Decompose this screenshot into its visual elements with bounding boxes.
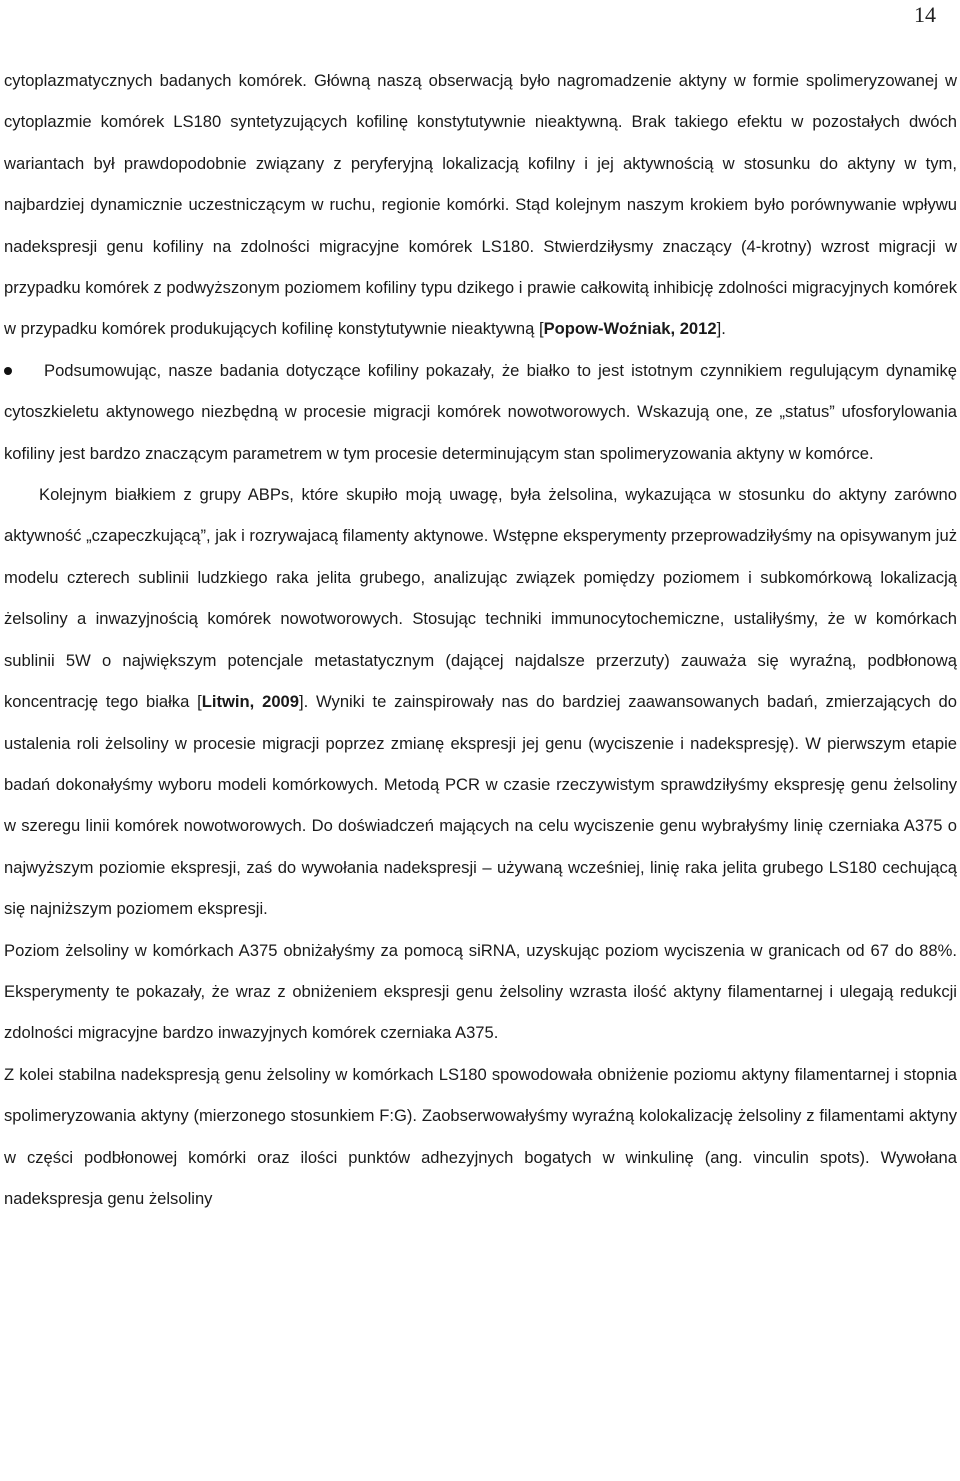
paragraph-gelsolin-overexpression	[4, 1054, 957, 1220]
paragraph-text: ]. Wyniki te zainspirowały nas do bardziej zaawansowanych badań, zmierzających do ustalenia roli żelsoliny w procesie migracji poprzez zmianę ekspresji jej genu (wyciszenie i nadekspresję). W pierwszym etapie badań dokonałyśmy wyboru modeli komórkowych. Metodą PCR w czasie rzeczywistym sprawdziłyśmy ekspresję genu żelsoliny w szeregu linii komórek nowotworowych. Do doświadczeń mających na celu wyciszenie genu wybrałyśmy linię czerniaka A375 o najwyższym poziomie ekspresji, zaś do wywołania nadekspresji – używaną wcześniej, linię raka jelita grubego LS180 cechującą się najniższym poziomem ekspresji.	[4, 692, 957, 919]
bullet-icon	[4, 367, 12, 375]
citation: Litwin, 2009	[201, 692, 299, 712]
paragraph-text: Z kolei stabilna nadekspresją genu żelsoliny w komórkach LS180 spowodowała obniżenie poziomu aktyny filamentarnej i stopnia spolimeryzowania aktyny (mierzonego stosunkiem F:G). Zaobserwowałyśmy wyraźną kolokalizację żelsoliny z filamentami aktyny w części podbłonowej komórki oraz ilości punktów adhezyjnych bogatych w winkulinę (ang. vinculin spots). Wywołana nadekspresja genu żelsoliny	[4, 1064, 957, 1208]
paragraph-gelsolin-silencing	[4, 930, 957, 1054]
paragraph-text: ].	[716, 319, 726, 339]
page-number: 14	[914, 2, 936, 27]
citation: Popow-Woźniak, 2012	[543, 319, 717, 339]
document-body	[4, 60, 957, 1219]
paragraph-text: Poziom żelsoliny w komórkach A375 obniżałyśmy za pomocą siRNA, uzyskując poziom wyciszenia w granicach od 67 do 88%. Eksperymenty te pokazały, że wraz z obniżeniem ekspresji genu żelsoliny wzrasta ilość aktyny filamentarnej i ulegają redukcji zdolności migracyjne bardzo inwazyjnych komórek czerniaka A375.	[4, 940, 957, 1043]
paragraph-text: Podsumowując, nasze badania dotyczące kofiliny pokazały, że białko to jest istotnym czynnikiem regulującym dynamikę cytoszkieletu aktynowego niezbędną w procesie migracji komórek nowotworowych. Wskazują one, ze „status” ufosforylowania kofiliny jest bardzo znaczącym parametrem w tym procesie determinującym stan spolimeryzowania aktyny w komórce.	[4, 360, 957, 463]
paragraph-text: Kolejnym białkiem z grupy ABPs, które skupiło moją uwagę, była żelsolina, wykazująca w stosunku do aktyny zarówno aktywność „czapeczkującą”, jak i rozrywajacą filamenty aktynowe. Wstępne eksperymenty przeprowadziłyśmy na opisywanym już modelu czterech sublinii ludzkiego raka jelita grubego, analizując związek pomiędzy poziomem i subkomórkową lokalizacją żelsoliny a inwazyjnością komórek nowotworowych. Stosując techniki immunocytochemiczne, ustaliłyśmy, że w komórkach sublinii 5W o największym potencjale metastatycznym (dającej najdalsze przerzuty) zauważa się wyraźną, podbłonową koncentrację tego białka [	[4, 485, 957, 712]
paragraph-cofilin-results	[4, 60, 957, 350]
bullet-summary-paragraph	[4, 350, 957, 474]
paragraph-text: cytoplazmatycznych badanych komórek. Główną naszą obserwacją było nagromadzenie aktyny w formie spolimeryzowanej w cytoplazmie komórek LS180 syntetyzujących kofilinę konstytutywnie nieaktywną. Brak takiego efektu w pozostałych dwóch wariantach był prawdopodobnie związany z peryferyjną lokalizacją kofilny i jej aktywnością w stosunku do aktyny w tym, najbardziej dynamicznie uczestniczącym w ruchu, regionie komórki. Stąd kolejnym naszym krokiem było porównywanie wpływu nadekspresji genu kofiliny na zdolności migracyjne komórek LS180. Stwierdziłysmy znaczący (4-krotny) wzrost migracji w przypadku komórek z podwyższonym poziomem kofiliny typu dzikego i prawie całkowitą inhibicję zdolności migracyjnych komórek w przypadku komórek produkujących kofilinę konstytutywnie nieaktywną [	[4, 71, 957, 339]
paragraph-gelsolin-intro	[4, 474, 957, 929]
